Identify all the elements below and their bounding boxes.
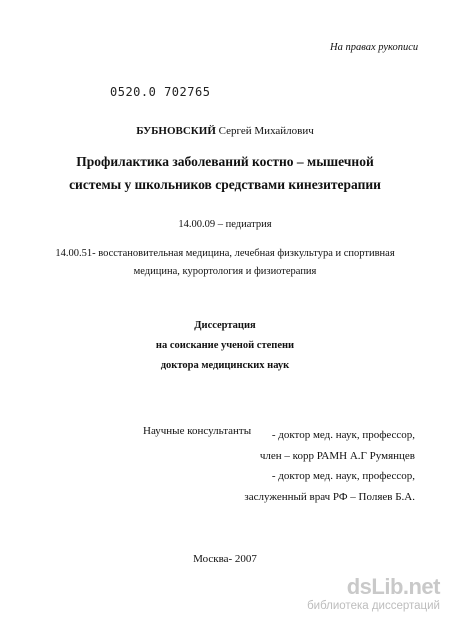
author-surname: БУБНОВСКИЙ <box>136 125 216 137</box>
dissertation-title <box>0 150 450 196</box>
specialty-line-2: медицина, курортология и физиотерапия <box>133 266 317 277</box>
consultants-label: Научные консультанты <box>143 425 252 437</box>
consultant-line-2: член – корр РАМН А.Г Румянцев <box>259 449 415 462</box>
consultants-list <box>220 425 415 507</box>
specialty-code-2 <box>0 245 450 281</box>
consultant-line-3: - доктор мед. наук, профессор, <box>271 470 415 482</box>
watermark-logo: dsLib.net <box>346 574 440 599</box>
degree-line-2: на соискание ученой степени <box>155 340 295 351</box>
degree-statement <box>0 316 450 376</box>
author-name <box>0 125 450 137</box>
title-line-1: Профилактика заболеваний костно – мышечной <box>76 154 374 169</box>
registration-stamp: 0520.0 702765 <box>110 85 211 99</box>
degree-line-1: Диссертация <box>194 320 256 331</box>
specialty-line-1: 14.00.51- восстановительная медицина, лечебная физкультура и спортивная <box>55 248 395 259</box>
title-line-2: системы у школьников средствами кинезитерапии <box>69 177 381 192</box>
watermark-subtitle: библиотека диссертаций <box>307 600 440 612</box>
rights-notice: На правах рукописи <box>330 42 419 53</box>
specialty-code-1: 14.00.09 – педиатрия <box>178 219 272 230</box>
author-given-name: Сергей Михайлович <box>218 125 314 137</box>
degree-line-3: доктора медицинских наук <box>160 360 290 371</box>
consultant-line-4: заслуженный врач РФ – Поляев Б.А. <box>244 490 415 503</box>
watermark <box>307 574 450 620</box>
city-year: Москва- 2007 <box>193 553 257 565</box>
consultant-line-1: - доктор мед. наук, профессор, <box>271 429 415 441</box>
